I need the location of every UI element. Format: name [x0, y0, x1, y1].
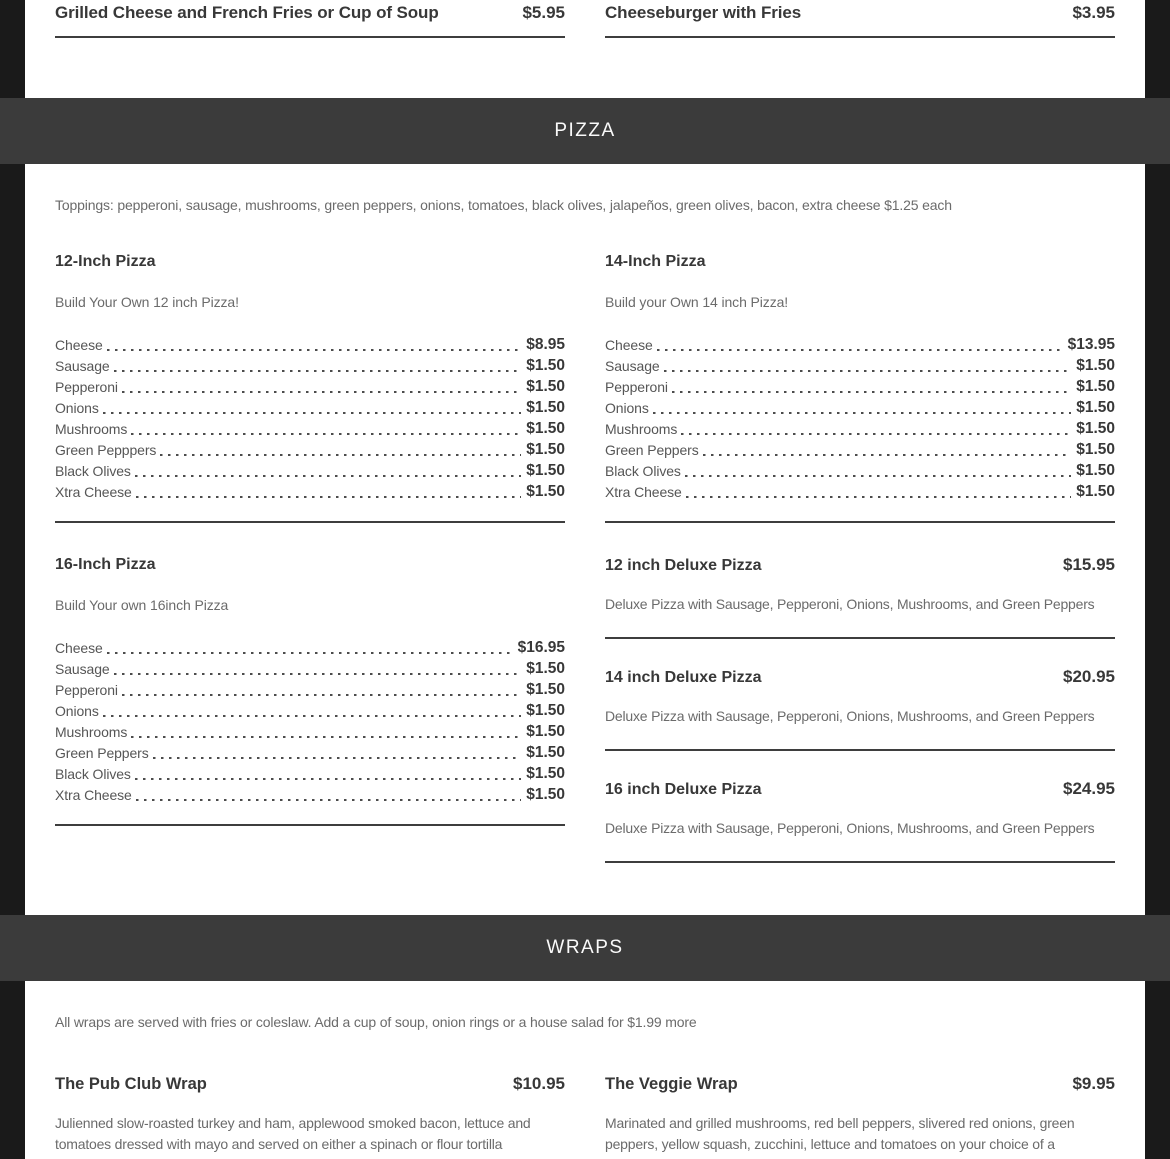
menu-item-name: The Veggie Wrap — [605, 1075, 738, 1093]
menu-item-price: $24.95 — [1063, 779, 1115, 798]
dot-leader — [122, 694, 521, 697]
dot-leader — [653, 412, 1071, 415]
topping-price: $1.50 — [526, 483, 565, 500]
topping-name: Mushrooms — [55, 724, 128, 740]
section-header-wraps — [0, 915, 1170, 981]
divider — [55, 824, 565, 826]
dot-leader — [135, 475, 521, 478]
topping-line — [605, 439, 1115, 460]
menu-item-name: 16 inch Deluxe Pizza — [605, 781, 762, 798]
dot-leader — [103, 412, 521, 415]
wrap-item — [605, 1033, 1115, 1155]
topping-name: Sausage — [55, 661, 110, 677]
menu-item-price: $9.95 — [1072, 1074, 1115, 1093]
topping-price: $1.50 — [1076, 441, 1115, 458]
topping-line — [55, 784, 565, 805]
section-title: WRAPS — [546, 937, 624, 958]
topping-price: $1.50 — [1076, 462, 1115, 479]
divider — [605, 637, 1115, 639]
topping-name: Mushrooms — [55, 421, 128, 437]
topping-line — [55, 637, 565, 658]
topping-name: Cheese — [55, 640, 103, 656]
topping-name: Cheese — [605, 337, 653, 353]
topping-name: Pepperoni — [55, 682, 118, 698]
dot-leader — [136, 496, 521, 499]
topping-name: Green Peppers — [605, 442, 699, 458]
dot-leader — [153, 757, 522, 760]
topping-name: Cheese — [55, 337, 103, 353]
topping-price: $1.50 — [1076, 399, 1115, 416]
menu-section-pizza — [25, 164, 1145, 915]
dot-leader — [703, 454, 1072, 457]
topping-name: Sausage — [55, 358, 110, 374]
pizza-size-subtext: Build Your Own 12 inch Pizza! — [55, 294, 239, 310]
wraps-note: All wraps are served with fries or coleslaw. Add a cup of soup, onion rings or a house salad for $1.99 more — [55, 1014, 697, 1030]
topping-price: $1.50 — [526, 660, 565, 677]
dot-leader — [664, 370, 1072, 373]
dot-leader — [657, 349, 1063, 352]
topping-price: $8.95 — [526, 336, 565, 353]
topping-line — [55, 742, 565, 763]
topping-price: $1.50 — [526, 357, 565, 374]
menu-item-description: Marinated and grilled mushrooms, red bell peppers, slivered red onions, green peppers, yellow squash, zucchini, lettuce and tomatoes on your choice of a — [605, 1115, 1075, 1152]
topping-name: Xtra Cheese — [55, 787, 132, 803]
topping-price: $1.50 — [1076, 420, 1115, 437]
pizza-size-subtext: Build Your own 16inch Pizza — [55, 597, 229, 613]
divider — [55, 521, 565, 523]
topping-name: Pepperoni — [605, 379, 668, 395]
topping-price: $1.50 — [526, 681, 565, 698]
menu-item-header — [55, 1073, 565, 1095]
topping-line — [55, 700, 565, 721]
topping-line — [605, 481, 1115, 502]
menu-item-price: $15.95 — [1063, 555, 1115, 574]
wrap-item — [55, 1033, 565, 1155]
topping-price: $13.95 — [1067, 336, 1115, 353]
menu-item-description: Julienned slow-roasted turkey and ham, applewood smoked bacon, lettuce and tomatoes dressed with mayo and served on either a spinach or flour tortilla — [55, 1115, 531, 1152]
menu-item-header — [605, 555, 1115, 576]
topping-line — [55, 418, 565, 439]
topping-price: $1.50 — [526, 399, 565, 416]
topping-price-list — [605, 334, 1115, 502]
topping-price: $1.50 — [526, 723, 565, 740]
dot-leader — [136, 799, 521, 802]
dot-leader — [103, 715, 521, 718]
topping-line — [605, 460, 1115, 481]
topping-line — [55, 439, 565, 460]
dot-leader — [135, 778, 521, 781]
topping-price: $1.50 — [1076, 378, 1115, 395]
topping-line — [55, 460, 565, 481]
topping-name: Pepperoni — [55, 379, 118, 395]
topping-price-list — [55, 637, 565, 805]
divider — [605, 521, 1115, 523]
topping-name: Xtra Cheese — [605, 484, 682, 500]
menu-item-price: $10.95 — [513, 1074, 565, 1093]
topping-line — [55, 679, 565, 700]
dot-leader — [114, 673, 522, 676]
topping-line — [605, 376, 1115, 397]
deluxe-pizza-item — [605, 779, 1115, 863]
divider — [605, 861, 1115, 863]
topping-name: Black Olives — [605, 463, 681, 479]
menu-item-name: 12 inch Deluxe Pizza — [605, 557, 762, 574]
dot-leader — [131, 433, 521, 436]
menu-item-header — [55, 2, 565, 38]
topping-name: Mushrooms — [605, 421, 678, 437]
menu-item-header — [605, 1073, 1115, 1095]
topping-name: Green Peppers — [55, 745, 149, 761]
topping-name: Onions — [55, 400, 99, 416]
menu-item-description: Deluxe Pizza with Sausage, Pepperoni, Onions, Mushrooms, and Green Peppers — [605, 820, 1095, 836]
menu-item — [605, 2, 1115, 38]
dot-leader — [681, 433, 1071, 436]
topping-price: $1.50 — [1076, 483, 1115, 500]
dot-leader — [685, 475, 1071, 478]
pizza-builder-14-inch — [605, 252, 1115, 523]
dot-leader — [686, 496, 1071, 499]
topping-price: $1.50 — [526, 744, 565, 761]
topping-line — [55, 658, 565, 679]
menu-item-name: Grilled Cheese and French Fries or Cup of Soup — [55, 3, 439, 22]
topping-price: $16.95 — [517, 639, 565, 656]
dot-leader — [672, 391, 1071, 394]
menu-item-price: $20.95 — [1063, 667, 1115, 686]
menu-item-description: Deluxe Pizza with Sausage, Pepperoni, Onions, Mushrooms, and Green Peppers — [605, 596, 1095, 612]
deluxe-pizza-item — [605, 667, 1115, 751]
topping-price: $1.50 — [1076, 357, 1115, 374]
topping-line — [55, 763, 565, 784]
pizza-size-subtext: Build your Own 14 inch Pizza! — [605, 294, 789, 310]
topping-price: $1.50 — [526, 420, 565, 437]
dot-leader — [114, 370, 522, 373]
topping-line — [605, 355, 1115, 376]
dot-leader — [122, 391, 521, 394]
menu-item-header — [605, 779, 1115, 800]
pizza-right-column — [605, 252, 1115, 863]
toppings-note: Toppings: pepperoni, sausage, mushrooms, green peppers, onions, tomatoes, black olives, jalapeños, green olives, bacon, extra cheese $1.25 each — [55, 197, 952, 213]
pizza-builder-16-inch — [55, 555, 565, 826]
topping-price: $1.50 — [526, 462, 565, 479]
topping-line — [605, 418, 1115, 439]
divider — [605, 749, 1115, 751]
topping-name: Onions — [605, 400, 649, 416]
topping-line — [55, 376, 565, 397]
pizza-size-heading: 14-Inch Pizza — [605, 253, 706, 270]
deluxe-pizza-group — [605, 555, 1115, 863]
menu-item-name: Cheeseburger with Fries — [605, 3, 802, 22]
dot-leader — [131, 736, 521, 739]
menu-item-price: $3.95 — [1072, 3, 1115, 22]
pizza-left-column — [55, 252, 565, 863]
menu-item-header — [605, 2, 1115, 38]
topping-price-list — [55, 334, 565, 502]
topping-name: Onions — [55, 703, 99, 719]
dot-leader — [107, 349, 522, 352]
menu-item-description: Deluxe Pizza with Sausage, Pepperoni, Onions, Mushrooms, and Green Peppers — [605, 708, 1095, 724]
topping-line — [55, 334, 565, 355]
topping-name: Sausage — [605, 358, 660, 374]
menu-item-header — [605, 667, 1115, 688]
menu-item — [55, 2, 565, 38]
menu-item-price: $5.95 — [522, 3, 565, 22]
topping-price: $1.50 — [526, 786, 565, 803]
topping-price: $1.50 — [526, 702, 565, 719]
topping-price: $1.50 — [526, 378, 565, 395]
topping-name: Green Pepppers — [55, 442, 157, 458]
topping-line — [55, 481, 565, 502]
topping-name: Black Olives — [55, 766, 131, 782]
topping-line — [605, 397, 1115, 418]
topping-line — [55, 355, 565, 376]
menu-item-name: 14 inch Deluxe Pizza — [605, 669, 762, 686]
section-title: PIZZA — [554, 120, 616, 141]
topping-line — [605, 334, 1115, 355]
pizza-size-heading: 16-Inch Pizza — [55, 556, 156, 573]
deluxe-pizza-item — [605, 555, 1115, 639]
dot-leader — [160, 454, 521, 457]
pizza-builder-12-inch — [55, 252, 565, 523]
menu-item-name: The Pub Club Wrap — [55, 1075, 207, 1093]
topping-name: Xtra Cheese — [55, 484, 132, 500]
menu-section-wraps — [25, 981, 1145, 1159]
dot-leader — [107, 652, 513, 655]
pizza-size-heading: 12-Inch Pizza — [55, 253, 156, 270]
topping-price: $1.50 — [526, 765, 565, 782]
topping-line — [55, 721, 565, 742]
menu-section-top — [25, 0, 1145, 98]
topping-name: Black Olives — [55, 463, 131, 479]
topping-line — [55, 397, 565, 418]
topping-price: $1.50 — [526, 441, 565, 458]
section-header-pizza — [0, 98, 1170, 164]
